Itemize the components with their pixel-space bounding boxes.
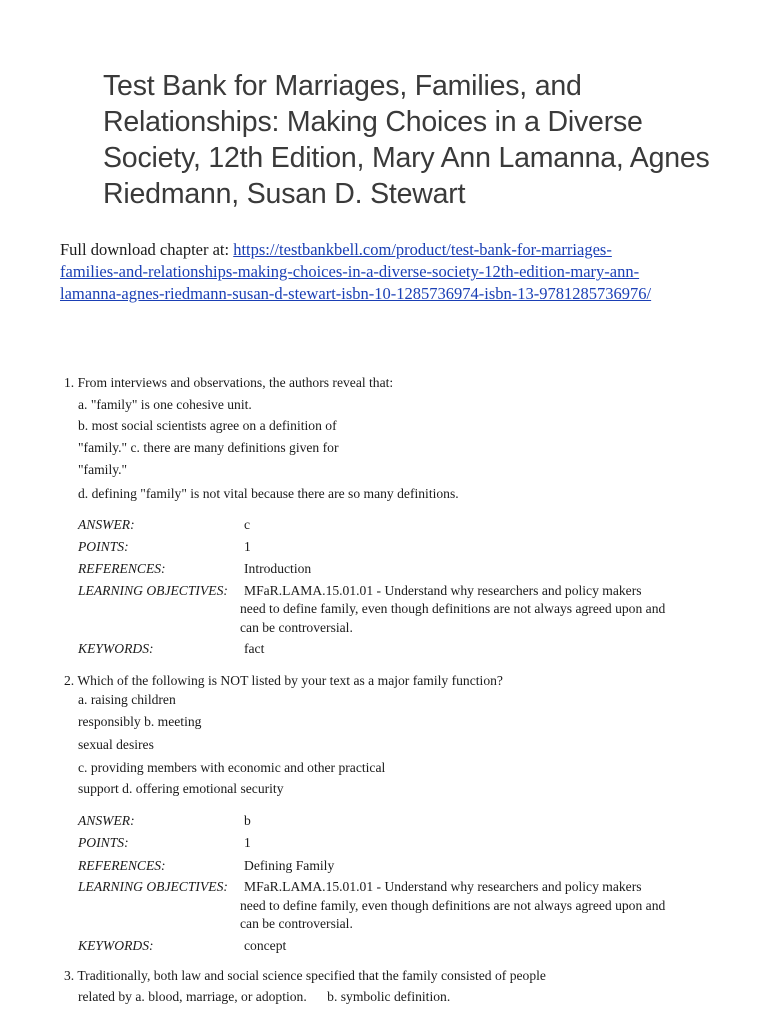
question-3-stem: 3. Traditionally, both law and social science specified that the family consisted of people bbox=[64, 968, 546, 983]
question-1-stem: 1. From interviews and observations, the authors reveal that: bbox=[64, 375, 394, 390]
references-label: REFERENCES: bbox=[78, 858, 166, 873]
download-link-line-2: families-and-relationships-making-choices-in-a-diverse-society-12th-edition-mary-ann- bbox=[60, 262, 640, 281]
download-paragraph bbox=[60, 239, 740, 305]
points-value: 1 bbox=[244, 835, 251, 850]
question-2-option-b: responsibly b. meeting bbox=[78, 714, 202, 729]
question-2-option-c: c. providing members with economic and other practical bbox=[78, 760, 386, 775]
learning-objective-line-3: can be controversial. bbox=[240, 620, 353, 635]
references-label: REFERENCES: bbox=[78, 561, 166, 576]
learning-objective-line-2: need to define family, even though definitions are not always agreed upon and bbox=[240, 898, 666, 913]
learning-objective-line-1: MFaR.LAMA.15.01.01 - Understand why researchers and policy makers bbox=[244, 879, 642, 894]
download-label: Full download chapter at: bbox=[60, 240, 234, 259]
question-1-option-c-cont: "family." bbox=[78, 462, 128, 477]
points-label: POINTS: bbox=[78, 835, 129, 850]
keywords-value: concept bbox=[244, 938, 287, 953]
learning-objective-line-2: need to define family, even though definitions are not always agreed upon and bbox=[240, 601, 666, 616]
question-2-option-d: support d. offering emotional security bbox=[78, 781, 284, 796]
question-2-option-a: a. raising children bbox=[78, 692, 176, 707]
keywords-value: fact bbox=[244, 641, 265, 656]
question-2-stem: 2. Which of the following is NOT listed by your text as a major family function? bbox=[64, 673, 503, 688]
question-1-option-a: a. "family" is one cohesive unit. bbox=[78, 397, 252, 412]
learning-objective-line-1: MFaR.LAMA.15.01.01 - Understand why researchers and policy makers bbox=[244, 583, 642, 598]
question-2-option-b-cont: sexual desires bbox=[78, 737, 154, 752]
question-3-options: related by a. blood, marriage, or adoption. b. symbolic definition. bbox=[78, 989, 451, 1004]
document-title: Test Bank for Marriages, Families, and Relationships: Making Choices in a Diverse Society, 12th Edition, Mary Ann Lamanna, Agnes Riedmann, Susan D. Stewart bbox=[103, 70, 710, 210]
question-1-option-b: b. most social scientists agree on a definition of bbox=[78, 418, 337, 433]
learning-objectives-label: LEARNING OBJECTIVES: bbox=[78, 879, 228, 894]
answer-label: ANSWER: bbox=[78, 813, 135, 828]
keywords-label: KEYWORDS: bbox=[78, 938, 154, 953]
download-link-line-1: https://testbankbell.com/product/test-bank-for-marriages- bbox=[233, 240, 612, 259]
answer-value: b bbox=[244, 813, 251, 828]
question-1-option-c: "family." c. there are many definitions given for bbox=[78, 440, 339, 455]
answer-value: c bbox=[244, 517, 251, 532]
answer-label: ANSWER: bbox=[78, 517, 135, 532]
points-value: 1 bbox=[244, 539, 251, 554]
references-value: Defining Family bbox=[244, 858, 335, 873]
keywords-label: KEYWORDS: bbox=[78, 641, 154, 656]
download-link-line-3: lamanna-agnes-riedmann-susan-d-stewart-isbn-10-1285736974-isbn-13-9781285736976/ bbox=[60, 284, 652, 303]
learning-objective-line-3: can be controversial. bbox=[240, 916, 353, 931]
points-label: POINTS: bbox=[78, 539, 129, 554]
references-value: Introduction bbox=[244, 561, 312, 576]
learning-objectives-label: LEARNING OBJECTIVES: bbox=[78, 583, 228, 598]
question-1-option-d: d. defining "family" is not vital because there are so many definitions. bbox=[78, 486, 459, 501]
